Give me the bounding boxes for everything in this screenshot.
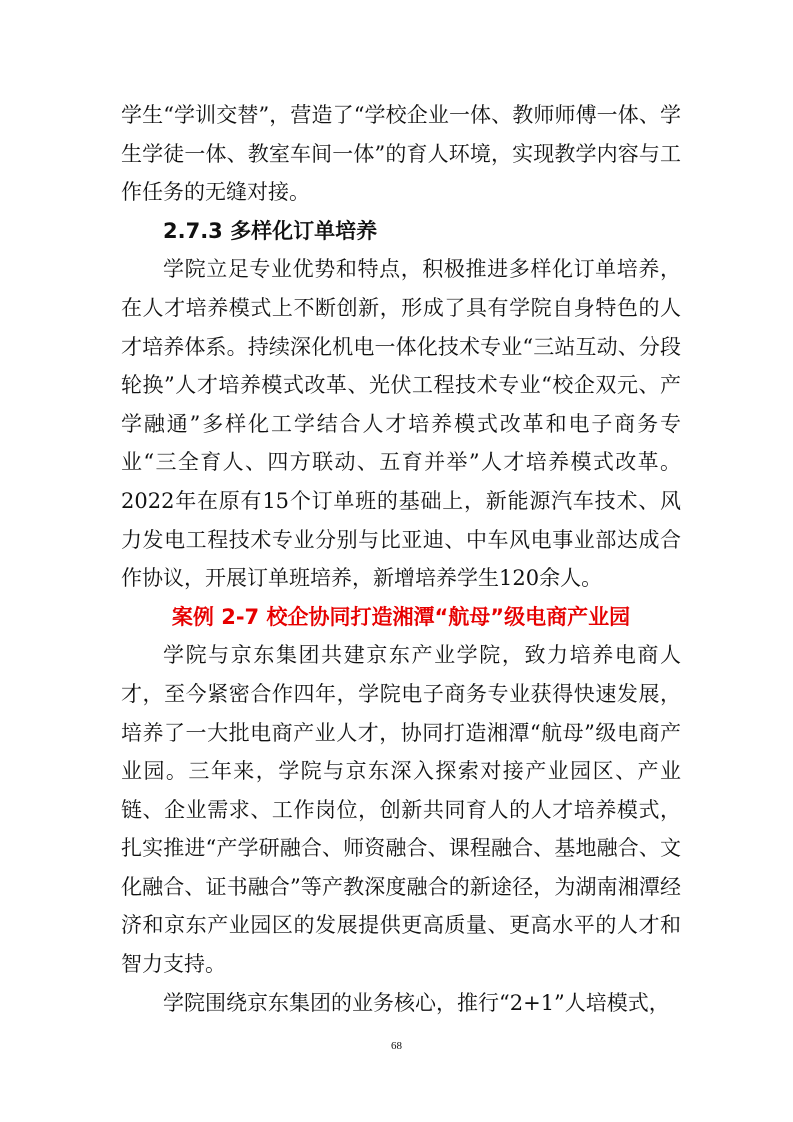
case-paragraph: 学院围绕京东集团的业务核心，推行“2+1”人培模式， bbox=[163, 990, 670, 1015]
section-paragraph: 学院立足专业优势和特点，积极推进多样化订单培养，在人才培养模式上不断创新，形成了具有学院自身特色的人才培养体系。持续深化机电一体化技术专业“三站互动、分段轮换”人才培养模式改革、光伏工程技术专业“校企双元、产学融通”多样化工学结合人才培养模式改革和电子商务专业“三全育人、四方联动、五育并举”人才培养模式改革。2022年在原有15个订单班的基础上，新能源汽车技术、风力发电工程技术专业分别与比亚迪、中车风电事业部达成合作协议，开展订单班培养，新增培养学生120余人。 bbox=[121, 257, 681, 591]
page-number: 68 bbox=[391, 1040, 402, 1052]
case-paragraph: 学院与京东集团共建京东产业学院，致力培养电商人才，至今紧密合作四年，学院电子商务专业获得快速发展，培养了一大批电商产业人才，协同打造湘潭“航母”级电商产业园。三年来，学院与京东深入探索对接产业园区、产业链、企业需求、工作岗位，创新共同育人的人才培养模式，扎实推进“产学研融合、师资融合、课程融合、基地融合、文化融合、证书融合”等产教深度融合的新途径，为湖南湘潭经济和京东产业园区的发展提供更高质量、更高水平的人才和智力支持。 bbox=[121, 643, 681, 977]
section-heading: 2.7.3 多样化订单培养 bbox=[163, 218, 378, 243]
page-content bbox=[121, 96, 681, 1022]
case-heading: 案例 2-7 校企协同打造湘潭“航母”级电商产业园 bbox=[171, 604, 631, 629]
paragraph-continuation: 学生“学训交替”，营造了“学校企业一体、教师师傅一体、学生学徒一体、教室车间一体”的育人环境，实现教学内容与工作任务的无缝对接。 bbox=[121, 103, 681, 205]
